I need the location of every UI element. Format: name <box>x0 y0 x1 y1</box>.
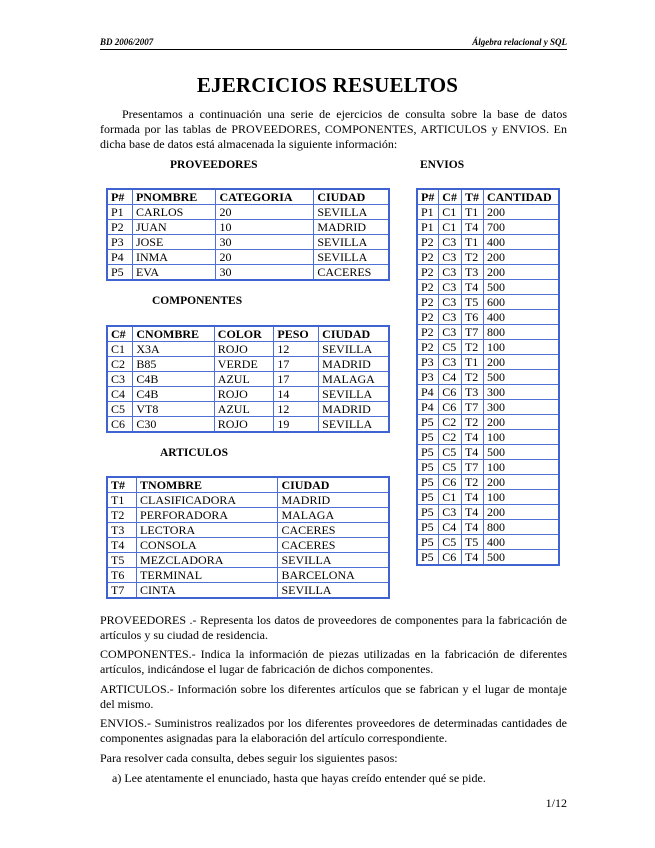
table-cell: P5 <box>417 520 439 535</box>
table-cell: P4 <box>417 400 439 415</box>
table-row <box>417 445 559 460</box>
column-header: CANTIDAD <box>483 189 559 205</box>
table-cell: T4 <box>461 520 483 535</box>
table-cell: 19 <box>274 417 319 433</box>
table-cell: C3 <box>439 295 462 310</box>
table-cell: X3A <box>133 342 214 357</box>
table-cell: T4 <box>461 490 483 505</box>
table-cell: T3 <box>107 523 137 538</box>
column-header: TNOMBRE <box>137 477 278 493</box>
table-cell: T5 <box>461 295 483 310</box>
table-cell: C3 <box>439 325 462 340</box>
table-cell: C6 <box>439 550 462 566</box>
column-header: CNOMBRE <box>133 326 214 342</box>
table-cell: SEVILLA <box>319 342 389 357</box>
table-row <box>107 357 389 372</box>
table-row <box>417 505 559 520</box>
table-cell: MEZCLADORA <box>137 553 278 568</box>
table-row <box>107 417 389 433</box>
column-header: PESO <box>274 326 319 342</box>
table-cell: CACERES <box>278 538 389 553</box>
table-cell: ROJO <box>214 387 274 402</box>
table-cell: 10 <box>216 220 314 235</box>
table-cell: 200 <box>483 205 559 220</box>
table-cell: T1 <box>461 235 483 250</box>
table-cell: JUAN <box>132 220 215 235</box>
table-cell: C3 <box>439 235 462 250</box>
table-cell: P2 <box>107 220 132 235</box>
table-row <box>417 535 559 550</box>
table-cell: 100 <box>483 490 559 505</box>
table-cell: C30 <box>133 417 214 433</box>
table-row <box>107 250 389 265</box>
table-cell: P5 <box>417 460 439 475</box>
table-cell: 500 <box>483 370 559 385</box>
table-cell: P2 <box>417 340 439 355</box>
table-cell: ROJO <box>214 417 274 433</box>
table-cell: SEVILLA <box>278 553 389 568</box>
table-row <box>107 220 389 235</box>
envios-table <box>416 188 560 566</box>
table-cell: T5 <box>461 535 483 550</box>
table-cell: 30 <box>216 235 314 250</box>
table-cell: SEVILLA <box>319 387 389 402</box>
table-cell: SEVILLA <box>278 583 389 599</box>
table-row <box>417 310 559 325</box>
table-cell: P2 <box>417 265 439 280</box>
table-cell: P4 <box>107 250 132 265</box>
table-cell: C3 <box>439 265 462 280</box>
table-cell: 300 <box>483 385 559 400</box>
table-cell: P5 <box>107 265 132 281</box>
table-row <box>417 490 559 505</box>
table-cell: P3 <box>417 370 439 385</box>
table-cell: P4 <box>417 385 439 400</box>
table-row <box>107 553 389 568</box>
header-row <box>417 189 559 205</box>
column-header: CATEGORIA <box>216 189 314 205</box>
table-row <box>107 508 389 523</box>
desc-articulos: ARTICULOS.- Información sobre los diferentes artículos que se fabrican y el lugar de montaje del mismo. <box>100 682 567 711</box>
table-cell: T6 <box>107 568 137 583</box>
table-cell: AZUL <box>214 372 274 387</box>
table-cell: SEVILLA <box>319 417 389 433</box>
desc-componentes: COMPONENTES.- Indica la información de piezas utilizadas en la fabricación de diferentes artículos, indicándose el lugar de fabricación de dichos componentes. <box>100 647 567 676</box>
desc-proveedores: PROVEEDORES .- Representa los datos de proveedores de componentes para la fabricación de artículos y su ciudad de residencia. <box>100 613 567 642</box>
table-cell: SEVILLA <box>314 205 389 220</box>
table-cell: P5 <box>417 430 439 445</box>
table-cell: T6 <box>461 310 483 325</box>
table-cell: P1 <box>417 205 439 220</box>
table-row <box>107 568 389 583</box>
table-cell: P2 <box>417 325 439 340</box>
table-cell: P5 <box>417 535 439 550</box>
desc-envios: ENVIOS.- Suministros realizados por los diferentes proveedores de determinadas cantidades de componentes asignadas para la elaboración del artículo correspondiente. <box>100 716 567 745</box>
table-cell: 200 <box>483 355 559 370</box>
table-cell: 500 <box>483 445 559 460</box>
table-cell: 800 <box>483 520 559 535</box>
envios-label: ENVIOS <box>420 159 465 171</box>
header-course: BD 2006/2007 <box>100 37 154 47</box>
table-cell: 17 <box>274 372 319 387</box>
table-cell: VT8 <box>133 402 214 417</box>
articulos-label: ARTICULOS <box>160 447 228 459</box>
table-cell: T3 <box>461 385 483 400</box>
table-cell: LECTORA <box>137 523 278 538</box>
table-cell: P2 <box>417 310 439 325</box>
table-cell: C3 <box>107 372 133 387</box>
table-row <box>417 205 559 220</box>
table-cell: 200 <box>483 250 559 265</box>
steps-intro: Para resolver cada consulta, debes seguir los siguientes pasos: <box>100 751 398 765</box>
table-cell: T7 <box>461 400 483 415</box>
table-cell: C5 <box>439 445 462 460</box>
page-number: 1/12 <box>545 796 567 810</box>
table-cell: T2 <box>461 250 483 265</box>
column-header: CIUDAD <box>319 326 389 342</box>
column-header: P# <box>417 189 439 205</box>
table-cell: C4 <box>439 370 462 385</box>
table-row <box>107 583 389 599</box>
table-cell: C1 <box>439 205 462 220</box>
table-cell: 12 <box>274 342 319 357</box>
table-cell: 14 <box>274 387 319 402</box>
table-row <box>107 523 389 538</box>
table-cell: MALAGA <box>319 372 389 387</box>
proveedores-label: PROVEEDORES <box>170 159 258 171</box>
table-cell: T4 <box>461 280 483 295</box>
table-cell: C5 <box>439 535 462 550</box>
table-cell: 17 <box>274 357 319 372</box>
table-cell: 500 <box>483 280 559 295</box>
table-cell: T2 <box>461 370 483 385</box>
table-cell: MADRID <box>319 357 389 372</box>
table-cell: T1 <box>107 493 137 508</box>
table-cell: 100 <box>483 460 559 475</box>
table-cell: T4 <box>461 505 483 520</box>
table-cell: C6 <box>439 475 462 490</box>
table-row <box>417 250 559 265</box>
table-cell: B85 <box>133 357 214 372</box>
step-a: a) Lee atentamente el enunciado, hasta que hayas creído entender qué se pide. <box>112 771 486 785</box>
table-cell: 200 <box>483 415 559 430</box>
table-cell: T2 <box>107 508 137 523</box>
table-cell: C3 <box>439 280 462 295</box>
table-cell: BARCELONA <box>278 568 389 583</box>
table-row <box>107 265 389 281</box>
table-row <box>107 402 389 417</box>
table-cell: MADRID <box>278 493 389 508</box>
table-row <box>417 430 559 445</box>
table-cell: C2 <box>439 415 462 430</box>
table-row <box>417 220 559 235</box>
table-cell: VERDE <box>214 357 274 372</box>
table-cell: C3 <box>439 505 462 520</box>
table-cell: C3 <box>439 250 462 265</box>
table-cell: 400 <box>483 310 559 325</box>
table-cell: C1 <box>439 490 462 505</box>
table-cell: MADRID <box>314 220 389 235</box>
header-row <box>107 189 389 205</box>
column-header: P# <box>107 189 132 205</box>
table-cell: CONSOLA <box>137 538 278 553</box>
column-header: T# <box>461 189 483 205</box>
table-row <box>417 550 559 566</box>
table-cell: 300 <box>483 400 559 415</box>
table-cell: T4 <box>461 550 483 566</box>
table-cell: P2 <box>417 280 439 295</box>
column-header: CIUDAD <box>278 477 389 493</box>
table-cell: T7 <box>461 325 483 340</box>
table-cell: C6 <box>107 417 133 433</box>
table-row <box>107 205 389 220</box>
table-cell: C5 <box>439 340 462 355</box>
table-cell: 700 <box>483 220 559 235</box>
table-cell: P1 <box>417 220 439 235</box>
table-cell: T1 <box>461 205 483 220</box>
componentes-label: COMPONENTES <box>152 295 243 307</box>
table-cell: C1 <box>439 220 462 235</box>
table-cell: 30 <box>216 265 314 281</box>
table-cell: 200 <box>483 505 559 520</box>
table-cell: 20 <box>216 205 314 220</box>
table-row <box>417 520 559 535</box>
table-cell: 600 <box>483 295 559 310</box>
table-row <box>107 235 389 250</box>
table-cell: C2 <box>439 430 462 445</box>
table-cell: T4 <box>461 220 483 235</box>
table-cell: T2 <box>461 475 483 490</box>
table-row <box>107 387 389 402</box>
table-cell: P2 <box>417 250 439 265</box>
table-cell: 800 <box>483 325 559 340</box>
column-header: PNOMBRE <box>132 189 215 205</box>
column-header: C# <box>439 189 462 205</box>
table-cell: P5 <box>417 415 439 430</box>
table-cell: PERFORADORA <box>137 508 278 523</box>
componentes-table <box>106 325 390 433</box>
column-header: C# <box>107 326 133 342</box>
table-cell: P5 <box>417 490 439 505</box>
table-cell: JOSE <box>132 235 215 250</box>
table-row <box>417 400 559 415</box>
table-row <box>417 280 559 295</box>
table-cell: C6 <box>439 400 462 415</box>
table-row <box>417 475 559 490</box>
column-header: CIUDAD <box>314 189 389 205</box>
table-cell: P3 <box>417 355 439 370</box>
table-cell: TERMINAL <box>137 568 278 583</box>
header-row <box>107 326 389 342</box>
table-cell: 200 <box>483 265 559 280</box>
table-row <box>417 340 559 355</box>
table-cell: T5 <box>107 553 137 568</box>
proveedores-table <box>106 188 390 281</box>
header-row <box>107 477 389 493</box>
table-cell: T3 <box>461 265 483 280</box>
table-cell: C1 <box>107 342 133 357</box>
table-row <box>417 415 559 430</box>
table-cell: 200 <box>483 475 559 490</box>
table-cell: P1 <box>107 205 132 220</box>
table-row <box>107 493 389 508</box>
table-cell: C3 <box>439 355 462 370</box>
header-subject: Álgebra relacional y SQL <box>472 37 567 47</box>
page-title: EJERCICIOS RESUELTOS <box>196 73 459 97</box>
table-cell: P5 <box>417 475 439 490</box>
table-cell: 100 <box>483 340 559 355</box>
table-cell: CACERES <box>314 265 389 281</box>
table-cell: P5 <box>417 445 439 460</box>
articulos-table <box>106 476 390 599</box>
table-row <box>417 460 559 475</box>
table-cell: T7 <box>461 460 483 475</box>
table-row <box>417 385 559 400</box>
table-cell: 20 <box>216 250 314 265</box>
table-cell: EVA <box>132 265 215 281</box>
table-cell: C4 <box>107 387 133 402</box>
table-cell: CINTA <box>137 583 278 599</box>
column-header: COLOR <box>214 326 274 342</box>
table-row <box>107 538 389 553</box>
intro-paragraph: Presentamos a continuación una serie de ejercicios de consulta sobre la base de datos formada por las tablas de PROVEEDORES, COMPONENTES, ARTICULOS y ENVIOS. En dicha base de datos está almacenada la siguiente información: <box>100 107 567 151</box>
table-cell: T4 <box>461 445 483 460</box>
table-cell: C3 <box>439 310 462 325</box>
table-cell: C4B <box>133 387 214 402</box>
table-cell: P5 <box>417 505 439 520</box>
table-cell: SEVILLA <box>314 250 389 265</box>
table-cell: CACERES <box>278 523 389 538</box>
table-cell: SEVILLA <box>314 235 389 250</box>
table-cell: MADRID <box>319 402 389 417</box>
table-cell: T2 <box>461 340 483 355</box>
table-row <box>417 265 559 280</box>
table-row <box>417 295 559 310</box>
table-cell: T7 <box>107 583 137 599</box>
table-cell: P3 <box>107 235 132 250</box>
table-cell: P2 <box>417 295 439 310</box>
table-cell: P2 <box>417 235 439 250</box>
header-divider <box>100 49 567 50</box>
table-cell: 400 <box>483 535 559 550</box>
table-cell: C6 <box>439 385 462 400</box>
table-cell: CARLOS <box>132 205 215 220</box>
table-row <box>417 370 559 385</box>
table-row <box>107 372 389 387</box>
table-cell: C4 <box>439 520 462 535</box>
table-cell: INMA <box>132 250 215 265</box>
table-cell: P5 <box>417 550 439 566</box>
table-row <box>417 235 559 250</box>
column-header: T# <box>107 477 137 493</box>
table-row <box>107 342 389 357</box>
table-cell: ROJO <box>214 342 274 357</box>
table-cell: 12 <box>274 402 319 417</box>
table-cell: 500 <box>483 550 559 566</box>
table-cell: AZUL <box>214 402 274 417</box>
table-cell: C5 <box>439 460 462 475</box>
table-cell: MALAGA <box>278 508 389 523</box>
table-cell: 100 <box>483 430 559 445</box>
table-cell: T1 <box>461 355 483 370</box>
table-cell: T4 <box>107 538 137 553</box>
table-row <box>417 325 559 340</box>
table-cell: 400 <box>483 235 559 250</box>
table-cell: T2 <box>461 415 483 430</box>
table-cell: C5 <box>107 402 133 417</box>
table-row <box>417 355 559 370</box>
table-cell: T4 <box>461 430 483 445</box>
table-cell: CLASIFICADORA <box>137 493 278 508</box>
table-cell: C4B <box>133 372 214 387</box>
table-cell: C2 <box>107 357 133 372</box>
